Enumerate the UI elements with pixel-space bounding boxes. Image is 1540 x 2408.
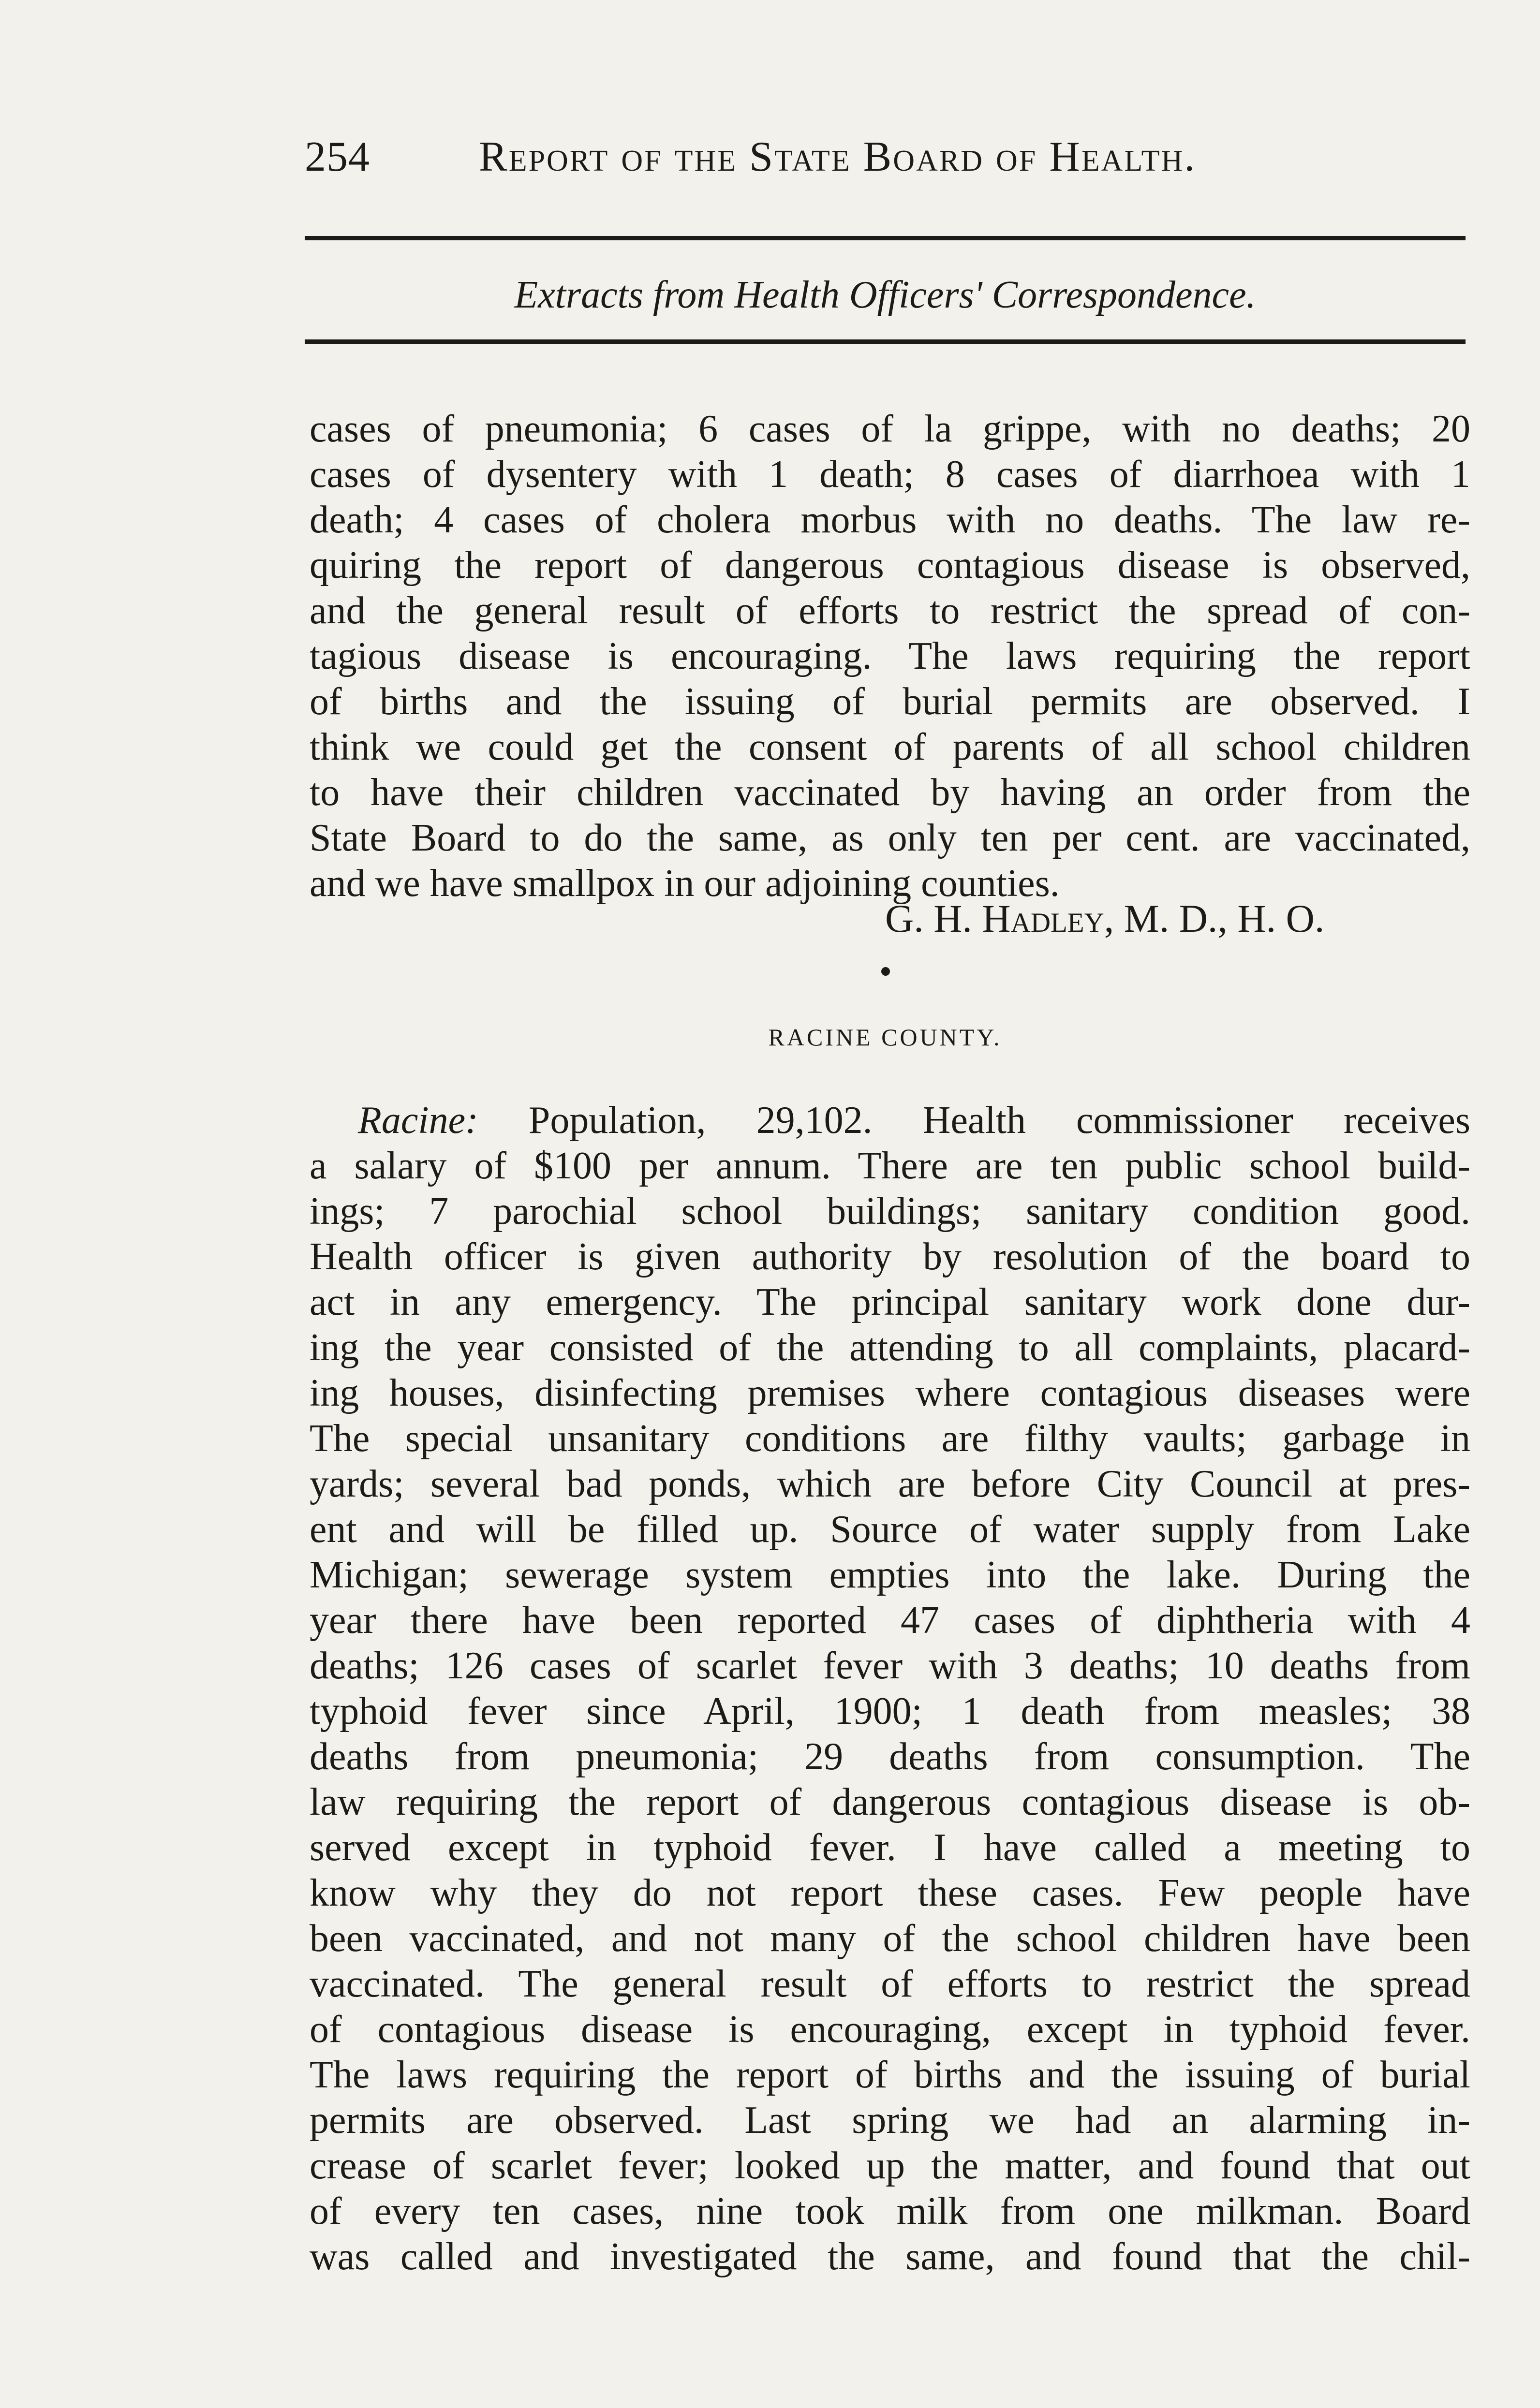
text-line: ing houses, disinfecting premises where contagious diseases were: [310, 1372, 1470, 1414]
text-line: death; 4 cases of cholera morbus with no deaths. The law re-: [310, 499, 1470, 541]
text-line: law requiring the report of dangerous contagious disease is ob-: [310, 1781, 1470, 1823]
section-bullet: [881, 967, 890, 976]
text-line: Michigan; sewerage system empties into the lake. During the: [310, 1554, 1470, 1596]
page-number: 254: [305, 133, 370, 180]
county-heading: RACINE COUNTY.: [768, 1024, 1002, 1051]
text-line: year there have been reported 47 cases of diphtheria with 4: [310, 1599, 1470, 1642]
text-line: typhoid fever since April, 1900; 1 death from measles; 38: [310, 1690, 1470, 1733]
text-line: State Board to do the same, as only ten per cent. are vaccinated,: [310, 817, 1470, 859]
text-line: been vaccinated, and not many of the school children have been: [310, 1917, 1470, 1960]
text-line: The laws requiring the report of births and the issuing of burial: [310, 2054, 1470, 2096]
text-line: vaccinated. The general result of efforts to restrict the spread: [310, 1963, 1470, 2005]
text-line: ings; 7 parochial school buildings; sanitary condition good.: [310, 1190, 1470, 1233]
text-line: quiring the report of dangerous contagious disease is observed,: [310, 544, 1470, 587]
text-line: was called and investigated the same, and found that the chil-: [310, 2235, 1470, 2278]
text-line: act in any emergency. The principal sanitary work done dur-: [310, 1281, 1470, 1323]
signature: G. H. Hadley, M. D., H. O.: [885, 896, 1325, 940]
text-line: cases of dysentery with 1 death; 8 cases of diarrhoea with 1: [310, 453, 1470, 496]
paragraph-racine-report: [310, 1098, 1470, 2279]
header-rule-bottom: [305, 339, 1466, 344]
running-title: Report of the State Board of Health.: [479, 133, 1197, 180]
text-line: and we have smallpox in our adjoining counties.: [310, 862, 1060, 905]
text-line: to have their children vaccinated by having an order from the: [310, 771, 1470, 814]
text-line: of births and the issuing of burial permits are observed. I: [310, 680, 1470, 723]
text-line: ent and will be filled up. Source of water supply from Lake: [310, 1508, 1470, 1551]
text-line: served except in typhoid fever. I have called a meeting to: [310, 1826, 1470, 1869]
text-line-first: [310, 1098, 1470, 1143]
text-line: know why they do not report these cases. Few people have: [310, 1872, 1470, 1914]
text-line: deaths from pneumonia; 29 deaths from consumption. The: [310, 1735, 1470, 1778]
text-line: Health officer is given authority by resolution of the board to: [310, 1235, 1470, 1278]
text-line: deaths; 126 cases of scarlet fever with 3 deaths; 10 deaths from: [310, 1644, 1470, 1687]
page-header: [305, 131, 1466, 189]
text-line: yards; several bad ponds, which are before City Council at pres-: [310, 1463, 1470, 1505]
text-line: crease of scarlet fever; looked up the matter, and found that out: [310, 2144, 1470, 2187]
text-line: of contagious disease is encouraging, except in typhoid fever.: [310, 2008, 1470, 2051]
paragraph-hadley-report: [310, 406, 1470, 906]
header-rule-top: [305, 236, 1466, 240]
place-name: Racine:: [358, 1099, 478, 1142]
section-subtitle: Extracts from Health Officers' Correspondence.: [514, 274, 1256, 316]
text-line: ing the year consisted of the attending to all complaints, placard-: [310, 1326, 1470, 1369]
text-line: think we could get the consent of parents of all school children: [310, 726, 1470, 768]
text-line: a salary of $100 per annum. There are ten public school build-: [310, 1145, 1470, 1187]
text-line: and the general result of efforts to restrict the spread of con-: [310, 589, 1470, 632]
text-line: permits are observed. Last spring we had an alarming in-: [310, 2099, 1470, 2142]
text-line: tagious disease is encouraging. The laws requiring the report: [310, 635, 1470, 677]
text-line: The special unsanitary conditions are filthy vaults; garbage in: [310, 1417, 1470, 1460]
text-line: of every ten cases, nine took milk from one milkman. Board: [310, 2190, 1470, 2232]
text-line: cases of pneumonia; 6 cases of la grippe, with no deaths; 20: [310, 408, 1470, 450]
first-line-text: Population, 29,102. Health commissioner receives: [478, 1099, 1470, 1142]
